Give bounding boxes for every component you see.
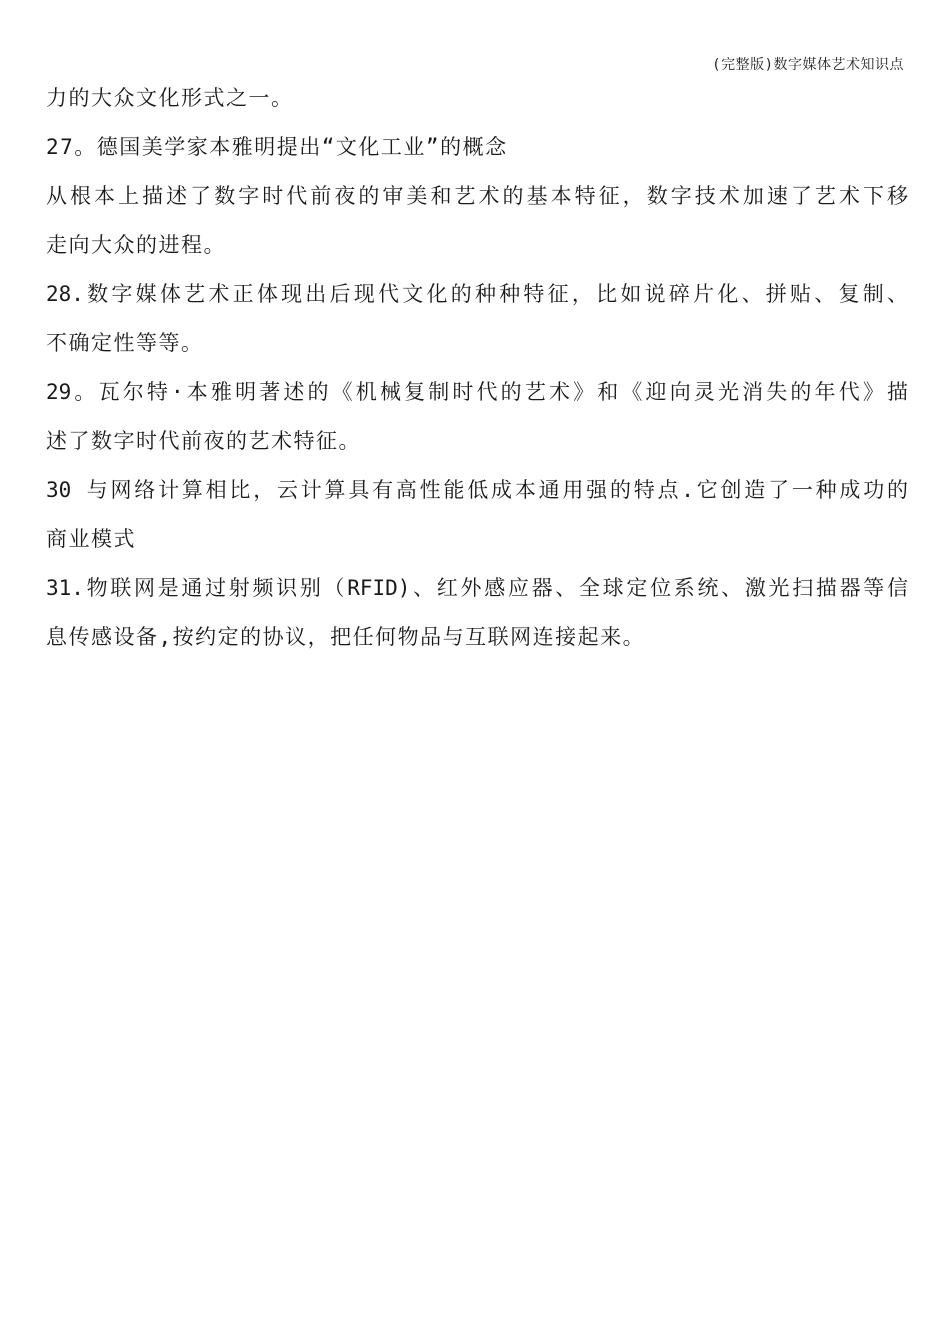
text-line: 力的大众文化形式之一。 xyxy=(46,86,294,110)
page-header-title: (完整版)数字媒体艺术知识点 xyxy=(712,57,904,73)
text-line: 商业模式 xyxy=(46,527,136,551)
text-line: 30 与网络计算相比，云计算具有高性能低成本通用强的特点.它创造了一种成功的 xyxy=(46,478,908,502)
text-line: 息传感设备,按约定的协议，把任何物品与互联网连接起来。 xyxy=(46,625,646,649)
text-line: 29。瓦尔特·本雅明著述的《机械复制时代的艺术》和《迎向灵光消失的年代》描 xyxy=(46,380,908,404)
text-line: 述了数字时代前夜的艺术特征。 xyxy=(46,429,361,453)
text-line: 28.数字媒体艺术正体现出后现代文化的种种特征，比如说碎片化、拼贴、复制、 xyxy=(46,282,908,306)
text-line: 不确定性等等。 xyxy=(46,331,204,355)
text-line: 走向大众的进程。 xyxy=(46,233,226,257)
text-line: 27。德国美学家本雅明提出“文化工业”的概念 xyxy=(46,135,508,159)
text-line: 从根本上描述了数字时代前夜的审美和艺术的基本特征，数字技术加速了艺术下移 xyxy=(46,184,908,208)
text-line: 31.物联网是通过射频识别（RFID)、红外感应器、全球定位系统、激光扫描器等信 xyxy=(46,576,908,600)
document-body xyxy=(46,74,908,662)
